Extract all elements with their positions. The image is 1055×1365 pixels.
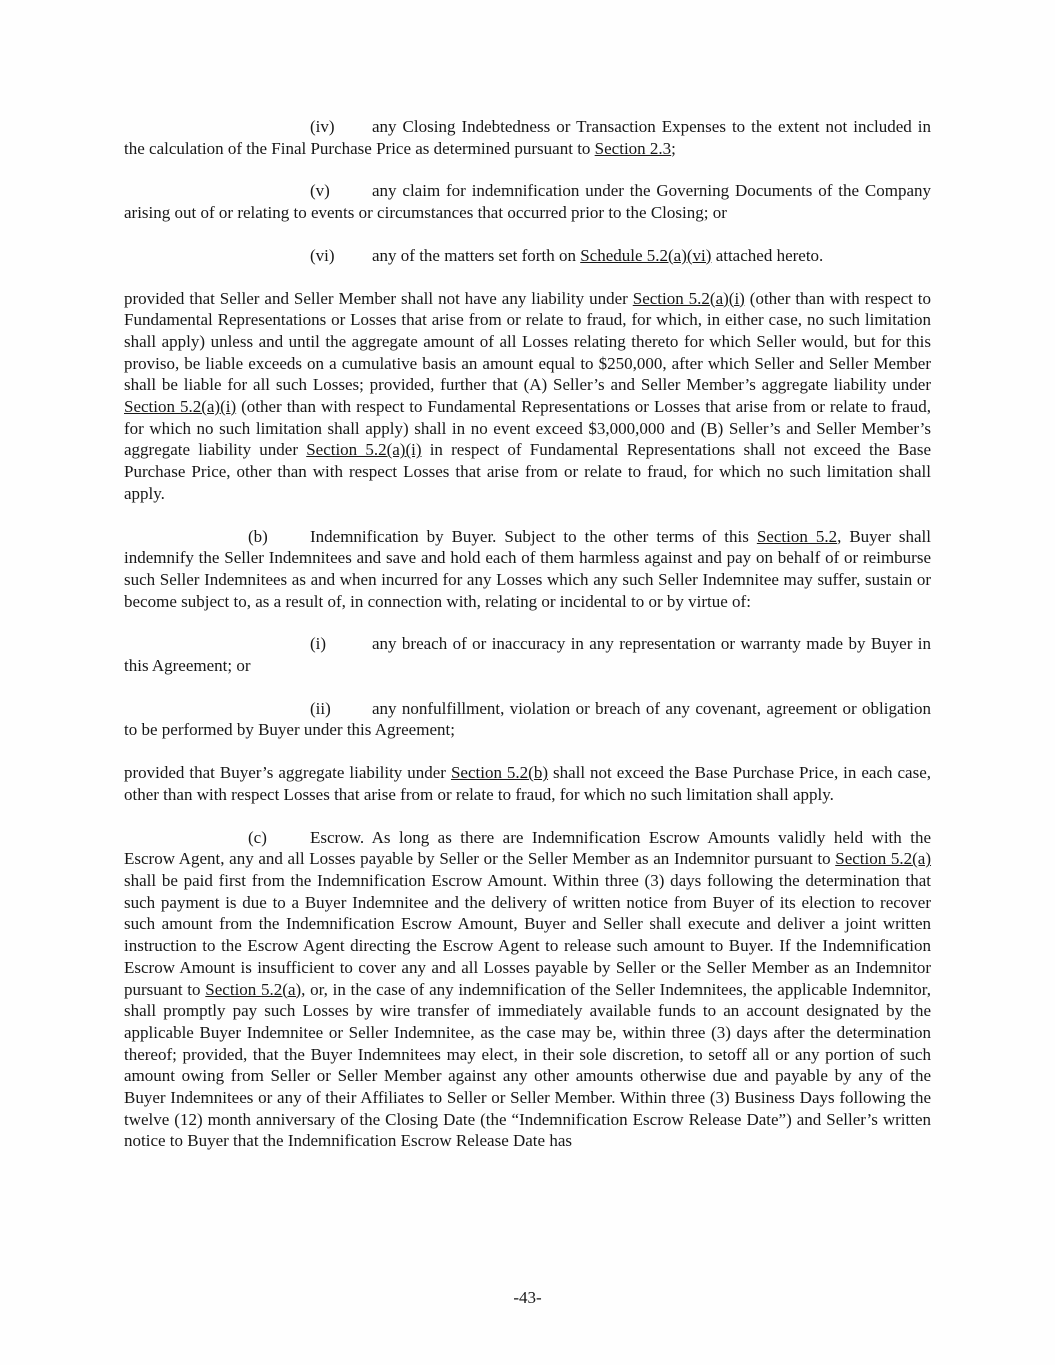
buyer-proviso-text-1: provided that Buyer’s aggregate liability under — [124, 763, 451, 783]
schedule-5-2-a-vi-reference: Schedule 5.2(a)(vi) — [580, 245, 712, 265]
clause-b-label: (b) — [248, 526, 268, 546]
clause-vi-text: any of the matters set forth on — [372, 245, 581, 265]
section-5-2-a-reference-1: Section 5.2(a) — [835, 849, 932, 869]
clause-c-text-3: , or, in the case of any indemnification of the Seller Indemnitees, the applicable Indemnitor, shall promptly pay such Losses by wire transfer of immediately available funds to an account designated by the applicable Buyer Indemnitee or Seller Indemnitee, as the case may be, within three (3) days after the determination thereof; provided, that the Buyer Indemnitees may elect, in their sole discretion, to setoff all or any portion of such amount owing from Seller or Seller Member against any other amounts otherwise due and payable by any of the Buyer Indemnitees or any of their Affiliates to Seller or Seller Member. Within three (3) Business Days following the twelve (12) month anniversary of the Closing Date (the “Indemnification Escrow Release Date”) and Seller’s written notice to Buyer that the Indemnification Escrow Release Date has — [124, 979, 931, 1151]
clause-b-ii-label: (ii) — [310, 698, 331, 718]
clause-c-text-1: Escrow. As long as there are Indemnification Escrow Amounts validly held with the Escrow Agent, any and all Losses payable by Seller or the Seller Member as an Indemnitor pursuant to — [124, 827, 931, 869]
clause-b-ii — [124, 698, 931, 741]
clause-b-i-label: (i) — [310, 634, 327, 654]
clause-vi-text-end: attached hereto. — [711, 245, 824, 265]
page-number: -43- — [513, 1288, 542, 1308]
clause-v — [124, 180, 931, 223]
section-2-3-reference: Section 2.3 — [594, 138, 672, 158]
proviso-text-4: in respect of Fundamental Representations shall not exceed the Base Purchase Price, other than with respect Losses that arise from or relate to fraud, for which no such limitation shall apply. — [124, 440, 931, 503]
clause-v-label: (v) — [310, 181, 330, 201]
buyer-proviso-text-2: shall not exceed the Base Purchase Price, in each case, other than with respect Losses that arise from or relate to fraud, for which no such limitation shall apply. — [124, 763, 931, 804]
clause-iv-text: any Closing Indebtedness or Transaction Expenses to the extent not included in the calculation of the Final Purchase Price as determined pursuant to — [124, 117, 931, 158]
proviso-text-3: (other than with respect to Fundamental Representations or Losses that arise from or relate to fraud, for which no such limitation shall apply) shall in no event exceed $3,000,000 and (B) Seller’s and Seller Member’s aggregate liability under — [124, 397, 931, 460]
clause-b-heading-text: Indemnification by Buyer. Subject to the other terms of this — [310, 526, 757, 546]
clause-v-text: any claim for indemnification under the Governing Documents of the Company arising out of or relating to events or circumstances that occurred prior to the Closing; or — [124, 181, 931, 223]
clause-b-ii-text: any nonfulfillment, violation or breach of any covenant, agreement or obligation to be performed by Buyer under this Agreement; — [124, 698, 931, 740]
proviso-text-1: provided that Seller and Seller Member shall not have any liability under — [124, 288, 633, 308]
clause-c-label: (c) — [248, 827, 267, 847]
clause-c-text-2: shall be paid first from the Indemnification Escrow Amount. Within three (3) days following the determination that such payment is due to a Buyer Indemnitee and the delivery of written notice from Buyer of its election to recover such amount from the Indemnification Escrow Amount, Buyer and Seller shall execute and deliver a joint written instruction to the Escrow Agent directing the Escrow Agent to release such amount to Buyer. If the Indemnification Escrow Amount is insufficient to cover any and all Losses payable by Seller or the Seller Member as an Indemnitor pursuant to — [124, 870, 931, 999]
clause-vi-label: (vi) — [310, 245, 335, 265]
clause-b-indemnification-by-buyer — [124, 526, 931, 613]
section-5-2-a-reference-2: Section 5.2(a) — [205, 979, 302, 999]
clause-c-escrow — [124, 827, 931, 1153]
section-5-2-a-i-reference-3: Section 5.2(a)(i) — [306, 440, 422, 460]
seller-liability-proviso — [124, 288, 931, 505]
section-5-2-reference: Section 5.2 — [756, 526, 838, 546]
clause-vi — [124, 245, 931, 267]
clause-iv-text-end: ; — [671, 138, 676, 158]
section-5-2-a-i-reference-2: Section 5.2(a)(i) — [124, 397, 237, 417]
clause-iv-label: (iv) — [310, 117, 335, 136]
clause-b-i-text: any breach of or inaccuracy in any representation or warranty made by Buyer in this Agreement; or — [124, 634, 931, 676]
section-5-2-b-reference: Section 5.2(b) — [450, 763, 548, 783]
clause-b-i — [124, 633, 931, 676]
section-5-2-a-i-reference-1: Section 5.2(a)(i) — [632, 288, 745, 308]
buyer-liability-proviso — [124, 762, 931, 805]
proviso-text-2: (other than with respect to Fundamental Representations or Losses that arise from or relate to fraud, for which, in either case, no such limitation shall apply) unless and until the aggregate amount of all Losses relating thereto for which Seller would, but for this proviso, be liable exceeds on a cumulative basis an amount equal to $250,000, after which Seller and Seller Member shall be liable for all such Losses; provided, further that (A) Seller’s and Seller Member’s aggregate liability under — [124, 288, 931, 395]
clause-b-text: , Buyer shall indemnify the Seller Indemnitees and save and hold each of them harmless against and pay on behalf of or reimburse such Seller Indemnitees as and when incurred for any Losses which any such Seller Indemnitee may suffer, sustain or become subject to, as a result of, in connection with, relating or incidental to or by virtue of: — [124, 526, 931, 611]
clause-iv — [124, 116, 931, 159]
